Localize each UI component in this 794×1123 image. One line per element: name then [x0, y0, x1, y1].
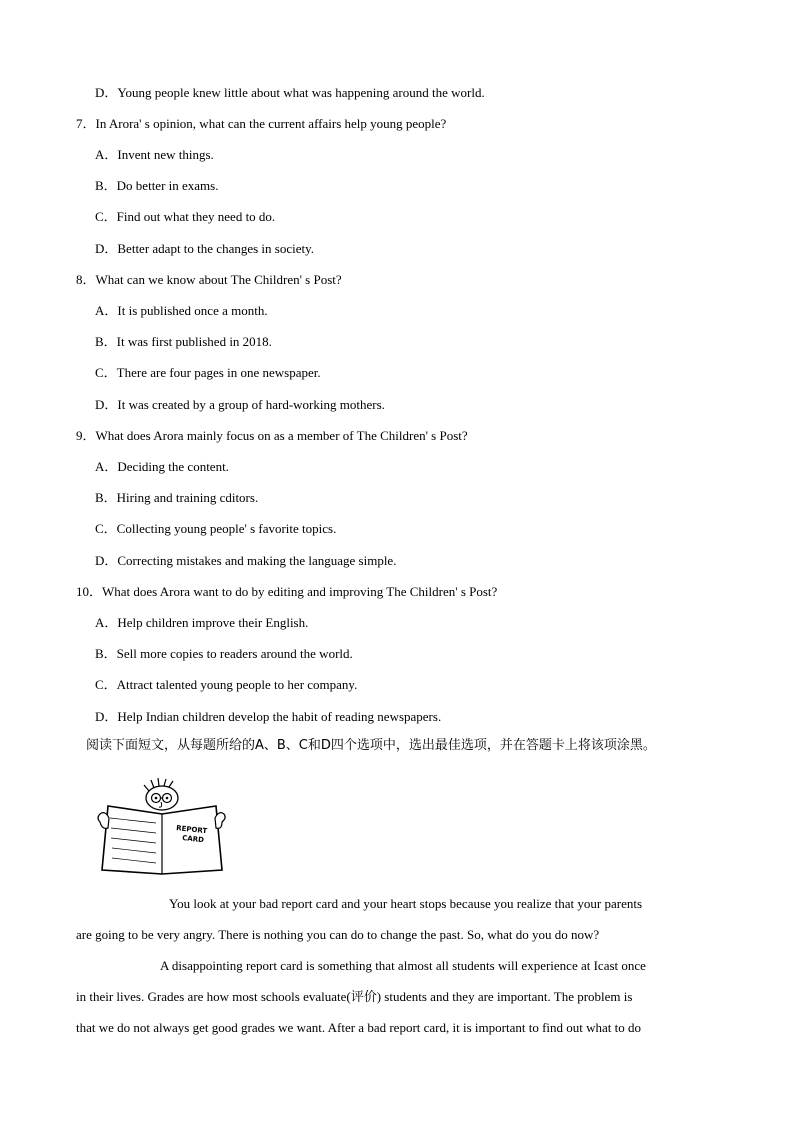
q8-option-a: A．It is published once a month.: [95, 303, 268, 318]
q9-option-a: A．Deciding the content.: [95, 459, 229, 474]
passage-line-3: A disappointing report card is something that almost all students will experience at Icast once: [160, 958, 646, 973]
reading-instruction: 阅读下面短文，从每题所给的A、B、C和D四个选项中，选出最佳选项，并在答题卡上将该项涂黑。: [86, 738, 656, 753]
q9-option-b: B．Hiring and training cditors.: [95, 490, 259, 505]
passage-line-5: that we do not always get good grades we want. After a bad report card, it is important to find out what to do: [76, 1020, 641, 1035]
passage-line-2: are going to be very angry. There is nothing you can do to change the past. So, what do you do now?: [76, 927, 600, 942]
q7-option-a: A．Invent new things.: [95, 147, 214, 162]
q7-option-c: C．Find out what they need to do.: [95, 209, 276, 224]
q8-option-c: C．There are four pages in one newspaper.: [95, 365, 321, 380]
q7-stem: 7．In Arora' s opinion, what can the current affairs help young people?: [76, 116, 447, 131]
q7-option-b: B．Do better in exams.: [95, 178, 219, 193]
q10-option-b: B．Sell more copies to readers around the world.: [95, 646, 353, 661]
q9-option-d: D．Correcting mistakes and making the language simple.: [95, 553, 397, 568]
q9-option-c: C．Collecting young people' s favorite topics.: [95, 521, 337, 536]
q9-stem: 9．What does Arora mainly focus on as a member of The Children' s Post?: [76, 428, 468, 443]
report-card-illustration: [96, 778, 236, 876]
q10-option-a: A．Help children improve their English.: [95, 615, 309, 630]
q7-option-d: D．Better adapt to the changes in society.: [95, 241, 315, 256]
q8-stem: 8．What can we know about The Children' s Post?: [76, 272, 342, 287]
passage-line-4: in their lives. Grades are how most schools evaluate(评价) students and they are important. The problem is: [76, 989, 633, 1004]
q10-option-d: D．Help Indian children develop the habit of reading newspapers.: [95, 709, 442, 724]
q10-option-c: C．Attract talented young people to her company.: [95, 677, 358, 692]
q10-stem: 10．What does Arora want to do by editing and improving The Children' s Post?: [76, 584, 498, 599]
q6-option-d: D．Young people knew little about what was happening around the world.: [95, 85, 485, 100]
q8-option-b: B．It was first published in 2018.: [95, 334, 272, 349]
passage-line-1: You look at your bad report card and your heart stops because you realize that your parents: [169, 896, 643, 911]
report-sign-text-1: REPORT: [175, 824, 208, 836]
report-sign-text-2: CARD: [181, 834, 205, 845]
q8-option-d: D．It was created by a group of hard-working mothers.: [95, 397, 385, 412]
